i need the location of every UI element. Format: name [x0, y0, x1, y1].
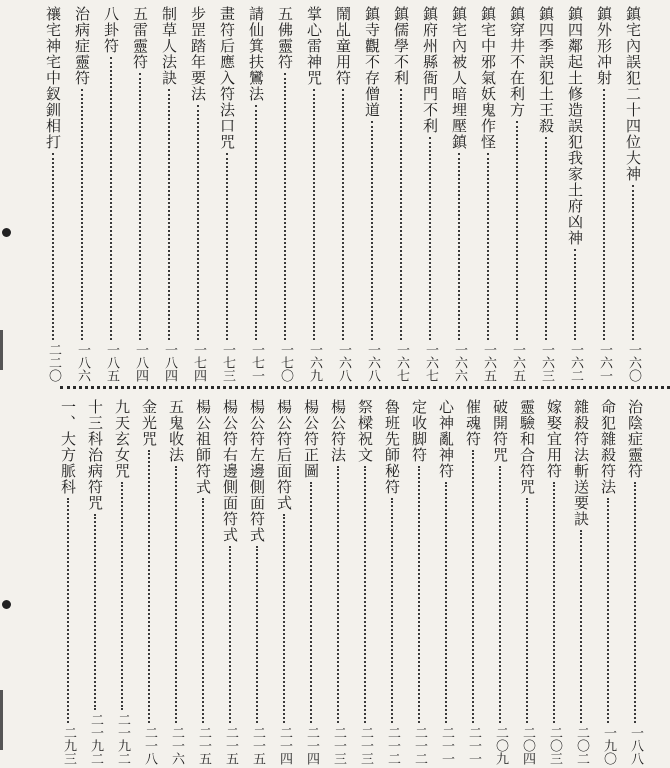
dot-leader — [603, 89, 605, 340]
entry-page: 二一八 — [142, 726, 157, 765]
entry-title: 五佛靈符 — [276, 6, 294, 70]
dot-leader — [52, 153, 54, 340]
binding-hole — [2, 600, 11, 609]
entry-page: 一六一 — [597, 343, 612, 382]
entry-title: 金光咒 — [140, 399, 158, 447]
dot-leader — [139, 73, 141, 340]
toc-entry — [244, 399, 270, 765]
toc-entry — [243, 6, 269, 382]
entry-title: 雜殺符法斬送要訣 — [572, 399, 590, 527]
entry-page: 二一一 — [439, 726, 454, 765]
toc-entry — [595, 399, 621, 765]
entry-page: 二一五 — [250, 726, 265, 765]
entry-title: 楊公符右邊側面符式 — [221, 399, 239, 543]
entry-page: 二一九二 — [88, 713, 103, 765]
entry-title: 破開符咒 — [491, 399, 509, 463]
toc-entry — [379, 399, 405, 765]
entry-title: 鎮四季誤犯土王殺 — [537, 6, 555, 134]
entry-title: 楊公符法 — [329, 399, 347, 463]
dot-leader — [255, 105, 257, 340]
dot-leader — [337, 466, 339, 723]
entry-title: 魯班先師秘符 — [383, 399, 401, 495]
entry-page: 二〇三 — [547, 726, 562, 765]
dot-leader — [526, 498, 528, 723]
toc-entry — [433, 399, 459, 765]
entry-page: 一八四 — [133, 343, 148, 382]
entry-page: 二〇九 — [493, 726, 508, 765]
entry-title: 定收脚符 — [410, 399, 428, 463]
entry-title: 禳宅神宅中釵釧相打 — [44, 6, 62, 150]
toc-entry — [406, 399, 432, 765]
entry-title: 楊公符左邊側面符式 — [248, 399, 266, 543]
entry-page: 一六六 — [452, 343, 467, 382]
toc-entry — [620, 6, 646, 382]
entry-title: 鎮四鄰起土修造誤犯我家土府凶神 — [566, 6, 584, 246]
entry-page: 二一四 — [304, 726, 319, 765]
toc-entry — [352, 399, 378, 765]
toc-entry — [568, 399, 594, 765]
toc-entry — [622, 399, 648, 765]
dot-leader — [229, 546, 231, 723]
entry-page: 一八六 — [75, 343, 90, 382]
entry-page: 二一三 — [331, 726, 346, 765]
toc-entry — [504, 6, 530, 382]
entry-page: 二一六 — [169, 726, 184, 765]
entry-page: 一八五 — [104, 343, 119, 382]
entry-page: 一六九 — [307, 343, 322, 382]
entry-title: 治病症靈符 — [73, 6, 91, 86]
entry-title: 楊公祖師符式 — [194, 399, 212, 495]
entry-title: 八卦符 — [102, 6, 120, 54]
dot-leader — [364, 466, 366, 723]
entry-title: 催魂符 — [464, 399, 482, 447]
toc-entry — [446, 6, 472, 382]
dot-leader — [256, 546, 258, 723]
entry-page: 一六三 — [539, 343, 554, 382]
entry-page: 二一五 — [196, 726, 211, 765]
toc-entry — [417, 6, 443, 382]
entry-page: 一九〇 — [601, 726, 616, 765]
dot-leader — [310, 482, 312, 723]
entry-page: 一六八 — [365, 343, 380, 382]
toc-entry — [475, 6, 501, 382]
entry-page: 一六五 — [510, 343, 525, 382]
binding-hole — [2, 228, 11, 237]
entry-title: 請仙箕扶鸞法 — [247, 6, 265, 102]
dot-leader — [574, 249, 576, 340]
entry-title: 靈驗和合符咒 — [518, 399, 536, 495]
dot-leader — [418, 466, 420, 723]
entry-title: 一、大方脈科 — [59, 399, 77, 495]
toc-entry — [185, 6, 211, 382]
toc-entry — [330, 6, 356, 382]
dot-leader — [110, 57, 112, 340]
toc-entry — [272, 6, 298, 382]
dot-leader — [168, 89, 170, 340]
entry-title: 鎮府州縣衙門不利 — [421, 6, 439, 134]
dot-leader — [391, 498, 393, 723]
dot-leader — [607, 498, 609, 723]
dot-leader — [197, 105, 199, 340]
entry-page: 一八八 — [628, 726, 643, 765]
dot-leader — [284, 73, 286, 340]
dot-leader — [371, 121, 373, 340]
entry-title: 五鬼收法 — [167, 399, 185, 463]
toc-entry — [109, 399, 135, 765]
toc-entry — [127, 6, 153, 382]
entry-title: 鬧乩童用符 — [334, 6, 352, 86]
entry-title: 十三科治病符咒 — [86, 399, 104, 511]
toc-entry — [214, 6, 240, 382]
dot-leader — [545, 137, 547, 340]
page-edge-shadow — [0, 330, 3, 370]
toc-entry — [190, 399, 216, 765]
entry-title: 鎮宅內誤犯二十四位大神 — [624, 6, 642, 182]
entry-title: 步罡踏年要法 — [189, 6, 207, 102]
toc-entry — [533, 6, 559, 382]
dot-leader — [429, 137, 431, 340]
entry-title: 心神亂神符 — [437, 399, 455, 479]
dot-leader — [632, 185, 634, 340]
entry-title: 治陰症靈符 — [626, 399, 644, 479]
entry-page: 一六〇 — [626, 343, 641, 382]
dot-leader — [580, 530, 582, 723]
toc-entry — [156, 6, 182, 382]
entry-title: 楊公符正圖 — [302, 399, 320, 479]
dot-leader — [148, 450, 150, 723]
entry-title: 嫁娶宜用符 — [545, 399, 563, 479]
toc-entry — [514, 399, 540, 765]
toc-entry — [562, 6, 588, 382]
entry-title: 祭樑祝文 — [356, 399, 374, 463]
toc-entry — [541, 399, 567, 765]
toc-entry — [98, 6, 124, 382]
entry-page: 一六八 — [336, 343, 351, 382]
entry-title: 鎮寺觀不存僧道 — [363, 6, 381, 118]
dot-leader — [94, 514, 96, 710]
entry-page: 一六七 — [423, 343, 438, 382]
entry-title: 命犯雜殺符法 — [599, 399, 617, 495]
entry-title: 制草人法訣 — [160, 6, 178, 86]
toc-entry — [325, 399, 351, 765]
toc-entry — [487, 399, 513, 765]
dot-leader — [226, 153, 228, 340]
dot-leader — [445, 482, 447, 723]
entry-page: 二一五 — [223, 726, 238, 765]
entry-title: 楊公符后面符式 — [275, 399, 293, 511]
entry-title: 鎮外形冲射 — [595, 6, 613, 86]
dot-leader — [472, 450, 474, 723]
entry-page: 一八四 — [162, 343, 177, 382]
entry-page: 二二〇 — [46, 343, 61, 382]
entry-page: 二一一 — [466, 726, 481, 765]
toc-entry — [40, 6, 66, 382]
toc-entry — [301, 6, 327, 382]
entry-page: 二〇四 — [520, 726, 535, 765]
toc-entry — [460, 399, 486, 765]
dot-leader — [342, 89, 344, 340]
entry-title: 畫符后應入符法口咒 — [218, 6, 236, 150]
dot-leader — [499, 466, 501, 723]
toc-entry — [359, 6, 385, 382]
entry-title: 掌心雷神咒 — [305, 6, 323, 86]
dot-leader — [175, 466, 177, 723]
toc-entry — [298, 399, 324, 765]
toc-entry — [388, 6, 414, 382]
toc-entry — [55, 399, 81, 765]
dot-leader — [313, 89, 315, 340]
toc-entry — [69, 6, 95, 382]
entry-title: 鎮穿井不在利方 — [508, 6, 526, 118]
entry-page: 一六五 — [481, 343, 496, 382]
toc-entry — [591, 6, 617, 382]
entry-page: 一六七 — [394, 343, 409, 382]
dot-leader — [400, 89, 402, 340]
entry-page: 二〇二 — [574, 726, 589, 765]
entry-page: 一七四 — [191, 343, 206, 382]
entry-page: 二一二 — [385, 726, 400, 765]
entry-page: 一七一 — [249, 343, 264, 382]
toc-entry — [217, 399, 243, 765]
entry-page: 一六二 — [568, 343, 583, 382]
entry-page: 二一九二 — [115, 713, 130, 765]
dot-leader — [202, 498, 204, 723]
dot-leader — [121, 482, 123, 710]
entry-page: 一七三 — [220, 343, 235, 382]
dot-leader — [67, 498, 69, 723]
dot-leader — [553, 482, 555, 723]
toc-entry — [271, 399, 297, 765]
page-edge-shadow — [0, 690, 3, 750]
toc-entry — [136, 399, 162, 765]
entry-page: 二一四 — [277, 726, 292, 765]
entry-page: 二九三 — [61, 726, 76, 765]
entry-title: 鎮宅內被人暗埋壓鎮 — [450, 6, 468, 150]
dot-leader — [81, 89, 83, 340]
toc-entry — [82, 399, 108, 765]
entry-page: 一七〇 — [278, 343, 293, 382]
dot-leader — [283, 514, 285, 723]
entry-page: 二一三 — [358, 726, 373, 765]
entry-title: 鎮儒學不利 — [392, 6, 410, 86]
dot-leader — [458, 153, 460, 340]
entry-title: 五雷靈符 — [131, 6, 149, 70]
dot-leader — [516, 121, 518, 340]
dot-leader — [487, 153, 489, 340]
entry-title: 九天玄女咒 — [113, 399, 131, 479]
toc-entry — [163, 399, 189, 765]
entry-title: 鎮宅中邪氣妖鬼作怪 — [479, 6, 497, 150]
toc-bottom-half — [0, 385, 670, 768]
dot-leader — [634, 482, 636, 723]
entry-page: 二一二 — [412, 726, 427, 765]
